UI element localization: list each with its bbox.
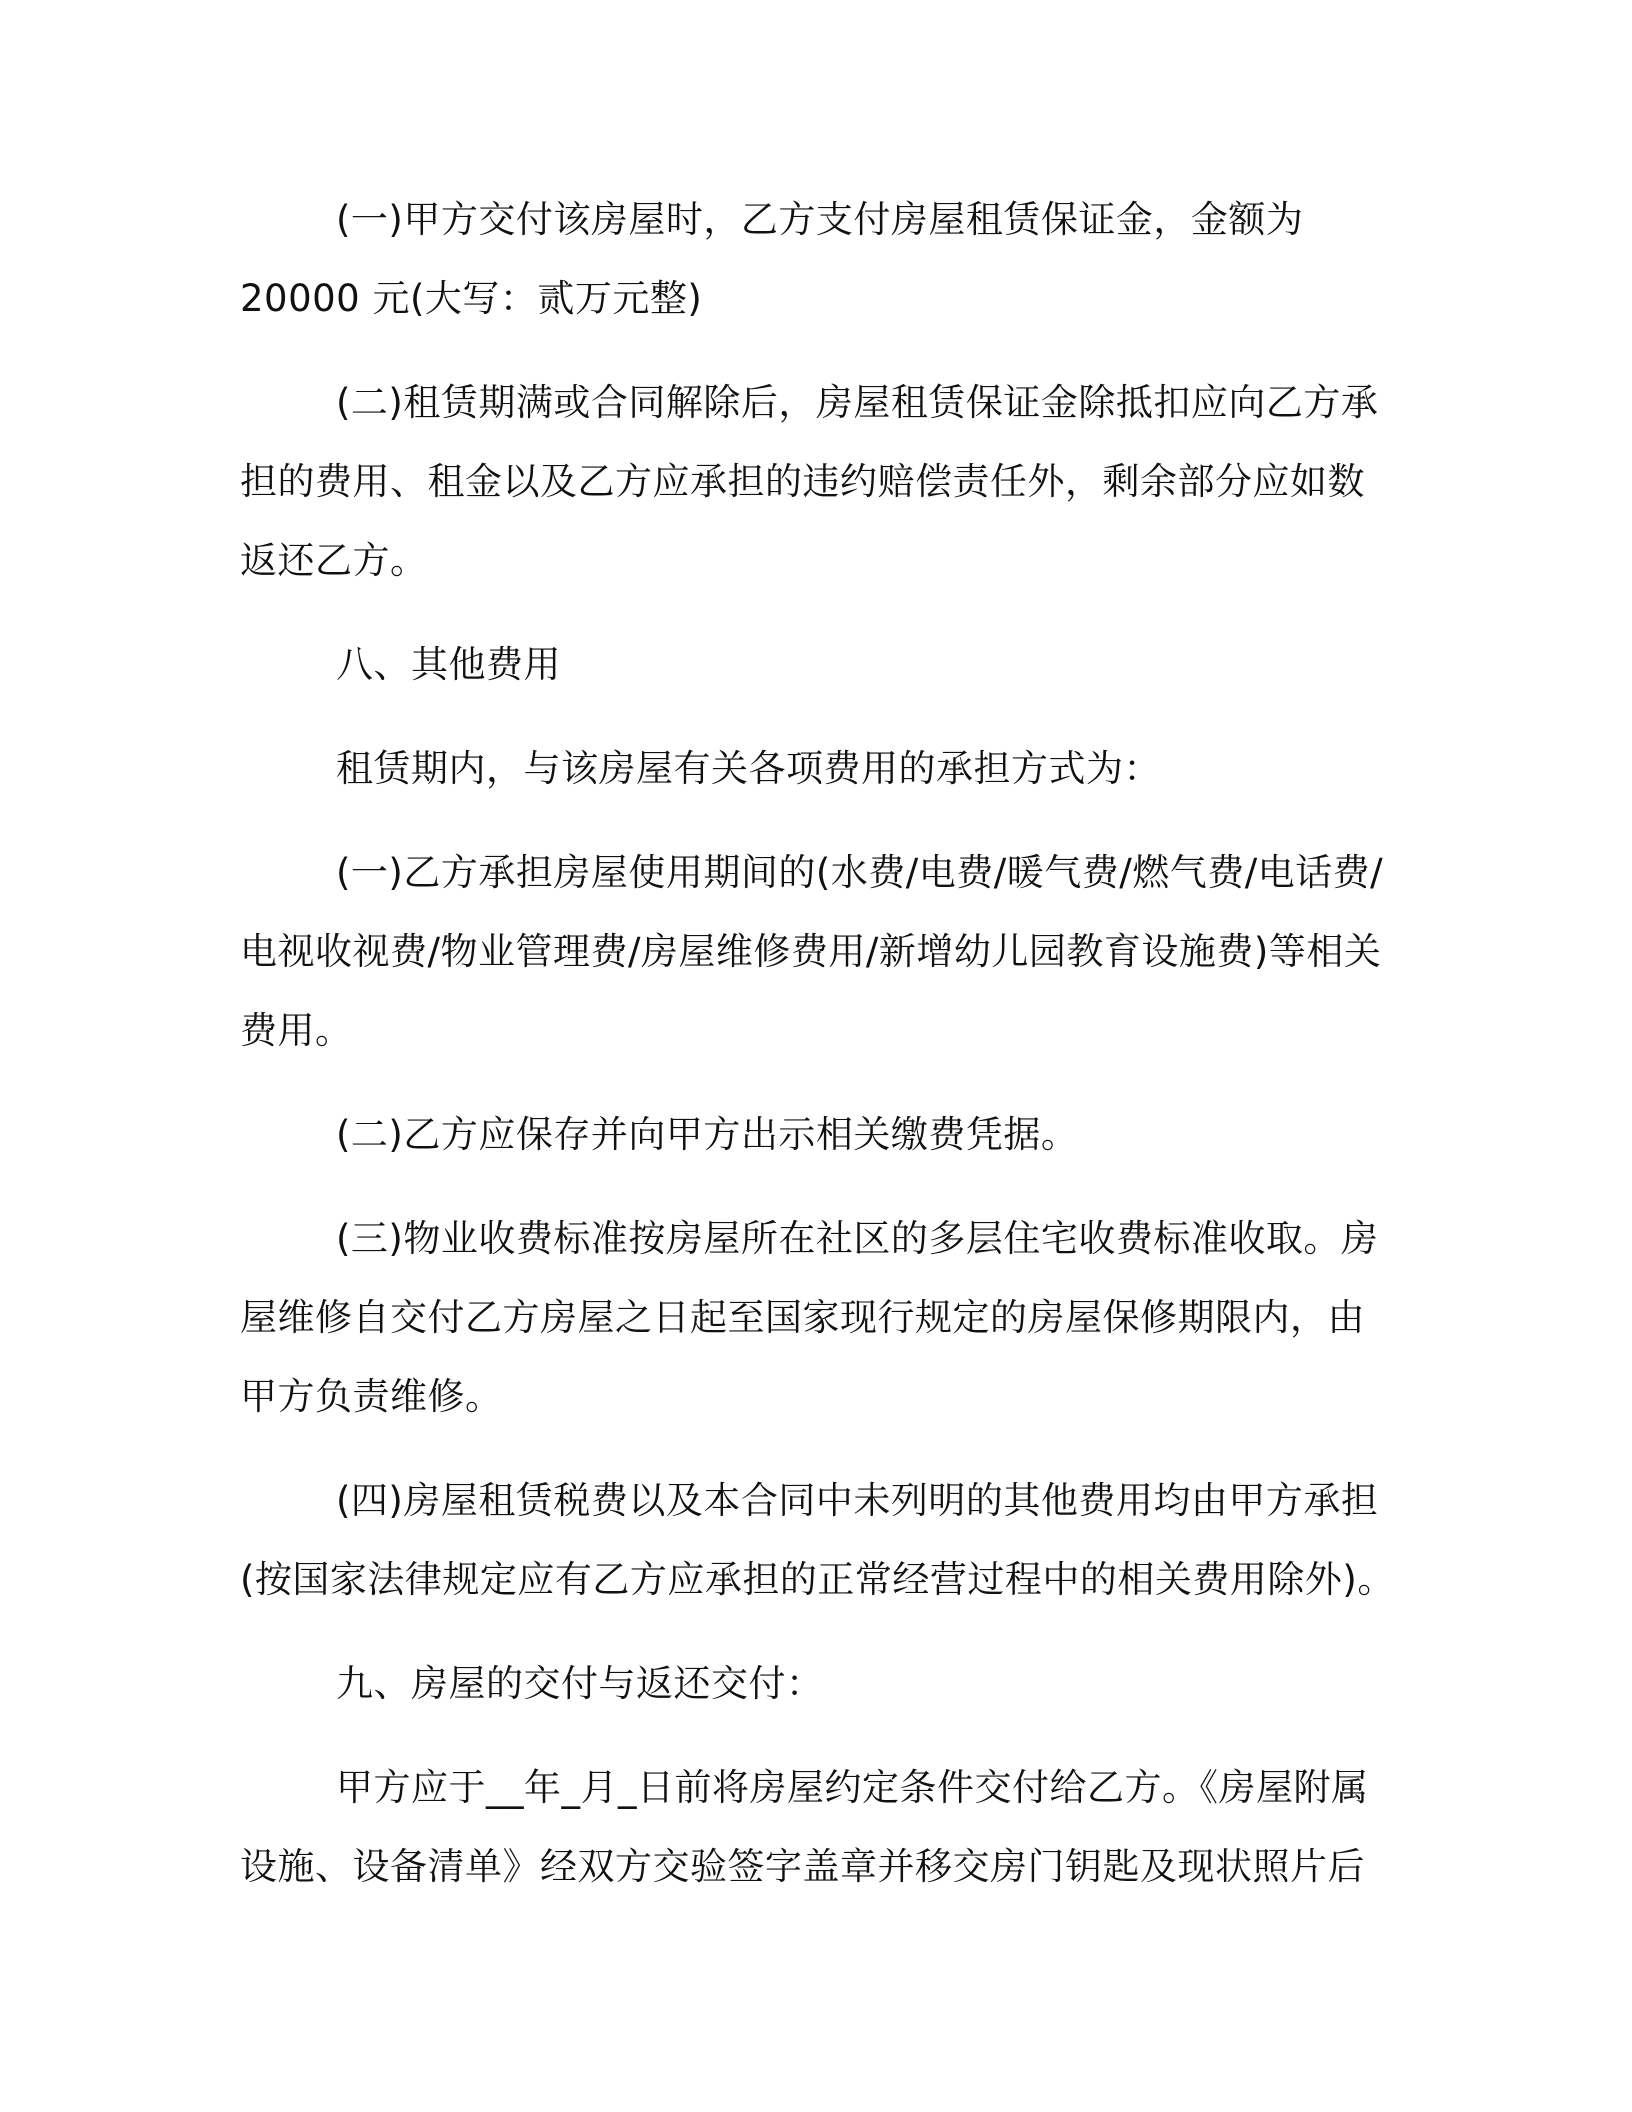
text-line: 返还乙方。	[240, 539, 428, 582]
paragraph-section-8-intro	[240, 729, 1390, 808]
text-line: (三)物业收费标准按房屋所在社区的多层住宅收费标准收取。房	[336, 1217, 1379, 1260]
section-heading: 九、房屋的交付与返还交付：	[336, 1662, 824, 1705]
text-line: (四)房屋租赁税费以及本合同中未列明的其他费用均由甲方承担	[336, 1479, 1379, 1522]
text-line: 甲方应于__年_月_日前将房屋约定条件交付给乙方。《房屋附属	[336, 1766, 1369, 1809]
section-8-heading	[240, 625, 1390, 704]
text-line: 甲方负责维修。	[240, 1375, 503, 1418]
text-line: 设施、设备清单》经双方交验签字盖章并移交房门钥匙及现状照片后	[240, 1845, 1365, 1888]
text-line: 担的费用、租金以及乙方应承担的违约赔偿责任外，剩余部分应如数	[240, 460, 1365, 503]
section-heading: 八、其他费用	[336, 643, 561, 686]
section-9-heading	[240, 1644, 1390, 1723]
paragraph-deposit-2	[240, 363, 1390, 600]
paragraph-deposit-1	[240, 180, 1390, 338]
text-line: 费用。	[240, 1009, 353, 1052]
paragraph-fees-1	[240, 833, 1390, 1070]
paragraph-fees-4	[240, 1461, 1395, 1619]
text-line: (二)租赁期满或合同解除后，房屋租赁保证金除抵扣应向乙方承	[336, 381, 1379, 424]
text-line: 租赁期内，与该房屋有关各项费用的承担方式为：	[336, 747, 1161, 790]
text-line: 电视收视费/物业管理费/房屋维修费用/新增幼儿园教育设施费)等相关	[240, 930, 1382, 973]
paragraph-delivery-1	[240, 1748, 1390, 1906]
text-line: 20000 元(大写：贰万元整)	[240, 277, 703, 320]
paragraph-fees-2	[240, 1095, 1390, 1174]
text-line: 屋维修自交付乙方房屋之日起至国家现行规定的房屋保修期限内，由	[240, 1296, 1365, 1339]
text-line: (一)甲方交付该房屋时，乙方支付房屋租赁保证金，金额为	[336, 198, 1304, 241]
text-line: (一)乙方承担房屋使用期间的(水费/电费/暖气费/燃气费/电话费/	[336, 851, 1384, 894]
document-body	[240, 180, 1395, 1931]
paragraph-fees-3	[240, 1199, 1390, 1436]
text-line: (按国家法律规定应有乙方应承担的正常经营过程中的相关费用除外)。	[240, 1558, 1395, 1601]
text-line: (二)乙方应保存并向甲方出示相关缴费凭据。	[336, 1113, 1079, 1156]
